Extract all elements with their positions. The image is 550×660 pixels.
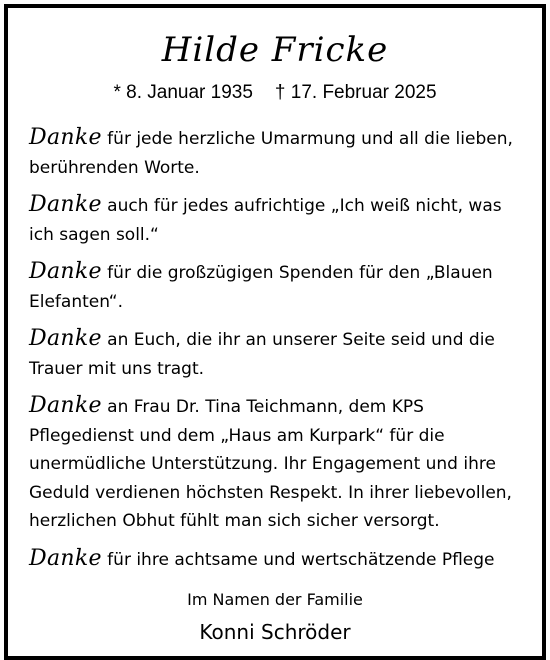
paragraph-text: für die großzügigen Spenden für den „Blauen Elefanten“. xyxy=(29,263,493,312)
thanks-body xyxy=(29,124,529,583)
thanks-paragraph xyxy=(29,325,529,383)
closing-line: Im Namen der Familie xyxy=(187,590,363,609)
notice-frame xyxy=(4,4,546,660)
signer-name: Konni Schröder xyxy=(199,620,351,644)
deceased-name: Hilde Fricke xyxy=(161,30,389,70)
thanks-paragraph xyxy=(29,392,529,536)
danke-word: Danke xyxy=(29,192,102,217)
danke-word: Danke xyxy=(29,393,102,418)
thanks-paragraph xyxy=(29,124,529,182)
birth-date: * 8. Januar 1935 xyxy=(113,82,253,103)
danke-word: Danke xyxy=(29,326,102,351)
paragraph-text: auch für jedes aufrichtige „Ich weiß nicht, was ich sagen soll.“ xyxy=(29,196,502,245)
paragraph-text: für jede herzliche Umarmung und all die lieben, berührenden Worte. xyxy=(29,129,513,178)
death-date: † 17. Februar 2025 xyxy=(274,82,437,103)
thanks-paragraph xyxy=(29,258,529,316)
paragraph-text: an Euch, die ihr an unserer Seite seid und die Trauer mit uns tragt. xyxy=(29,330,495,379)
danke-word: Danke xyxy=(29,545,102,571)
paragraph-text: für ihre achtsame und wertschätzende Pflege xyxy=(101,549,495,570)
danke-word: Danke xyxy=(29,125,102,150)
paragraph-text: an Frau Dr. Tina Teichmann, dem KPS Pflegedienst und dem „Haus am Kurpark“ für die unermüdliche Unterstützung. Ihr Engagement und ihre Geduld verdienen höchsten Respekt. In ihrer liebevollen, herzlichen Obhut fühlt man sich sicher versorgt. xyxy=(29,397,512,531)
life-dates xyxy=(8,82,542,104)
danke-word: Danke xyxy=(29,259,102,284)
thanks-paragraph xyxy=(29,191,529,249)
thanks-paragraph xyxy=(29,545,529,575)
